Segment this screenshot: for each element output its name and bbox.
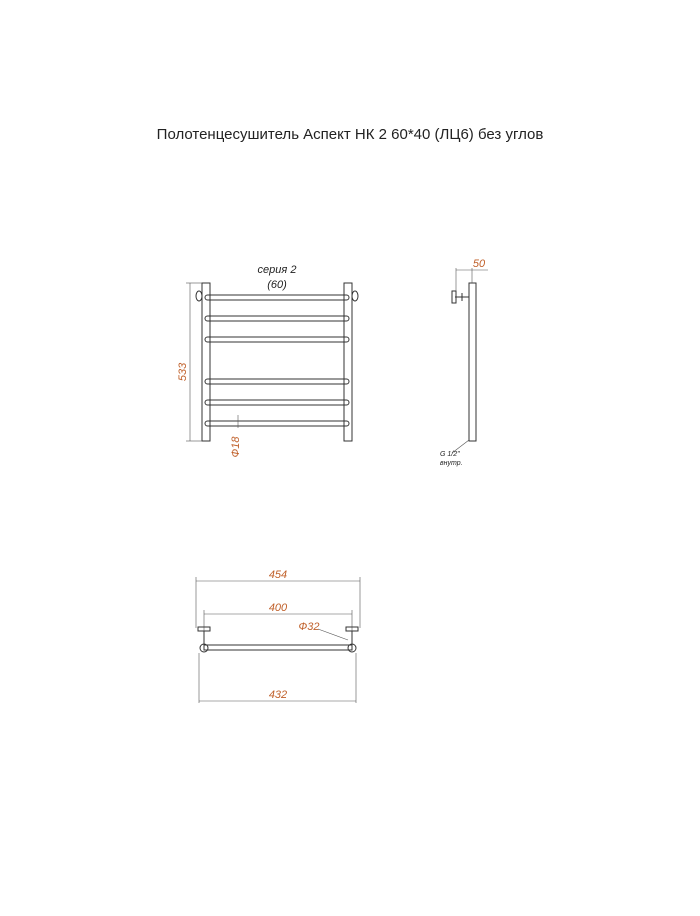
series-label: серия 2 bbox=[257, 264, 297, 276]
rung bbox=[205, 421, 349, 426]
side-post bbox=[469, 283, 476, 441]
side-view bbox=[440, 258, 488, 467]
left-bracket bbox=[196, 291, 202, 301]
page-title: Полотенцесушитель Аспект НК 2 60*40 (ЛЦ6) без углов bbox=[156, 126, 544, 143]
rung bbox=[205, 379, 349, 384]
thread-note: внутр. bbox=[440, 460, 463, 467]
front-view bbox=[177, 264, 358, 457]
center-dimension-label: 400 bbox=[268, 602, 288, 614]
top-view bbox=[196, 569, 360, 703]
left-post bbox=[202, 283, 210, 441]
depth-dimension-label: 50 bbox=[472, 258, 486, 270]
rung bbox=[205, 400, 349, 405]
top-rail-body bbox=[204, 645, 352, 650]
rung bbox=[205, 316, 349, 321]
overall-width-label: 454 bbox=[268, 569, 288, 581]
pipe-dim-leader bbox=[318, 629, 348, 640]
series-value: (60) bbox=[267, 279, 287, 291]
body-width-label: 432 bbox=[268, 689, 288, 701]
height-dimension-label: 533 bbox=[177, 362, 189, 382]
pipe-dimension-label: Ф32 bbox=[298, 621, 320, 633]
rung bbox=[205, 295, 349, 300]
thread-label: G 1/2" bbox=[440, 451, 460, 458]
rungs bbox=[205, 295, 349, 426]
right-post bbox=[344, 283, 352, 441]
rung bbox=[205, 337, 349, 342]
tube-dimension-label: Ф18 bbox=[230, 436, 242, 458]
right-bracket bbox=[352, 291, 358, 301]
